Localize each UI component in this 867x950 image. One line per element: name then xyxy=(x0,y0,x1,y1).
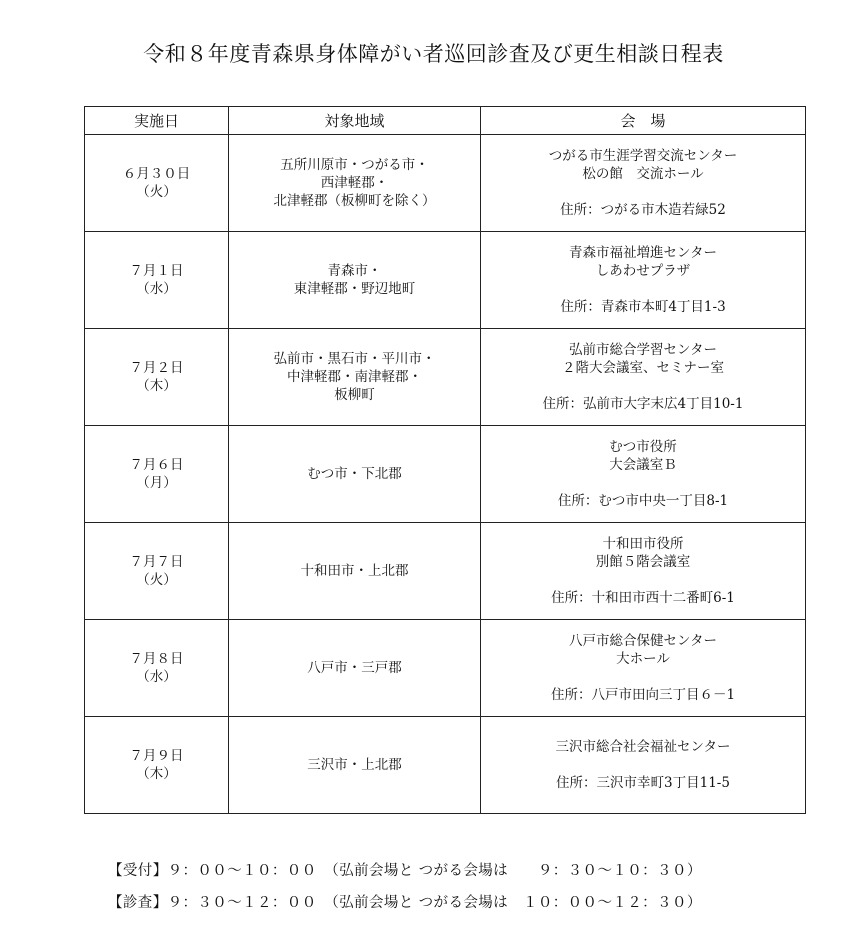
examination-note: 【診査】９：３０～１２：００ （弘前会場と つがる会場は １０：００～１２：３０） xyxy=(108,895,702,911)
venue-address: 住所：つがる市木造若緑52 xyxy=(560,202,726,218)
venue-name-line: 別館５階会議室 xyxy=(595,554,691,570)
venue-name-line: 松の館 交流ホール xyxy=(582,166,704,182)
weekday-text: （火） xyxy=(136,184,177,200)
area-cell xyxy=(229,232,481,329)
venue-name-line: 大会議室Ｂ xyxy=(609,457,677,473)
venue-address: 住所：八戸市田向三丁目６－1 xyxy=(550,687,736,703)
area-line: 中津軽郡・南津軽郡・ xyxy=(287,369,422,385)
venue-name-line: 十和田市役所 xyxy=(602,536,684,552)
area-cell xyxy=(229,620,481,717)
venue-address: 住所：弘前市大字末広4丁目10-1 xyxy=(542,396,744,412)
date-cell xyxy=(85,232,229,329)
venue-name-line: 三沢市総合社会福祉センター xyxy=(555,739,731,755)
date-cell xyxy=(85,329,229,426)
venue-cell xyxy=(481,426,806,523)
area-line: 五所川原市・つがる市・ xyxy=(280,157,429,173)
weekday-text: （水） xyxy=(136,669,177,685)
area-cell xyxy=(229,329,481,426)
venue-address: 住所：十和田市西十二番町6-1 xyxy=(551,590,735,606)
area-line: むつ市・下北郡 xyxy=(307,466,402,482)
table-row xyxy=(85,717,806,814)
time-notes xyxy=(108,855,702,919)
venue-cell xyxy=(481,717,806,814)
area-line: 弘前市・黒石市・平川市・ xyxy=(273,351,436,367)
table-row xyxy=(85,329,806,426)
weekday-text: （水） xyxy=(136,281,177,297)
area-line: 板柳町 xyxy=(334,387,375,403)
date-text: ７月２日 xyxy=(129,360,184,376)
date-cell xyxy=(85,717,229,814)
area-line: 西津軽郡・ xyxy=(320,175,389,191)
venue-name-line: しあわせプラザ xyxy=(595,263,691,279)
date-text: ７月７日 xyxy=(129,554,184,570)
table-row xyxy=(85,523,806,620)
table-row xyxy=(85,135,806,232)
date-text: ６月３０日 xyxy=(122,166,191,182)
area-line: 十和田市・上北郡 xyxy=(300,563,409,579)
venue-cell xyxy=(481,620,806,717)
venue-cell xyxy=(481,523,806,620)
header-date: 実施日 xyxy=(85,107,229,135)
area-line: 北津軽郡（板柳町を除く） xyxy=(273,193,436,209)
table-row xyxy=(85,232,806,329)
area-cell xyxy=(229,135,481,232)
weekday-text: （火） xyxy=(136,572,177,588)
date-text: ７月９日 xyxy=(129,748,184,764)
venue-name-line: 八戸市総合保健センター xyxy=(569,633,717,649)
date-text: ７月１日 xyxy=(129,263,184,279)
venue-cell xyxy=(481,232,806,329)
date-text: ７月６日 xyxy=(129,457,184,473)
area-cell xyxy=(229,426,481,523)
venue-name-line: ２階大会議室、セミナー室 xyxy=(562,360,724,376)
schedule-body xyxy=(85,135,806,814)
venue-address: 住所：むつ市中央一丁目8-1 xyxy=(557,493,729,509)
area-cell xyxy=(229,523,481,620)
area-line: 三沢市・上北郡 xyxy=(307,757,402,773)
weekday-text: （木） xyxy=(136,766,177,782)
page-title: 令和８年度青森県身体障がい者巡回診査及び更生相談日程表 xyxy=(143,42,724,66)
table-row xyxy=(85,426,806,523)
table-header-row xyxy=(85,107,806,135)
venue-name-line: つがる市生涯学習交流センター xyxy=(548,148,738,164)
weekday-text: （月） xyxy=(136,475,177,491)
venue-name-line: 青森市福祉増進センター xyxy=(569,245,717,261)
date-text: ７月８日 xyxy=(129,651,184,667)
venue-address: 住所：三沢市幸町3丁目11-5 xyxy=(556,775,730,791)
weekday-text: （木） xyxy=(136,378,177,394)
table-row xyxy=(85,620,806,717)
schedule-table xyxy=(84,106,806,814)
area-cell xyxy=(229,717,481,814)
header-venue: 会 場 xyxy=(481,107,806,135)
venue-address: 住所：青森市本町4丁目1-3 xyxy=(560,299,726,315)
area-line: 東津軽郡・野辺地町 xyxy=(293,281,416,297)
venue-name-line: むつ市役所 xyxy=(609,439,677,455)
reception-note: 【受付】９：００～１０：００ （弘前会場と つがる会場は ９：３０～１０：３０） xyxy=(108,863,702,879)
header-area: 対象地域 xyxy=(229,107,481,135)
date-cell xyxy=(85,426,229,523)
area-line: 八戸市・三戸郡 xyxy=(307,660,402,676)
venue-name-line: 大ホール xyxy=(616,651,670,667)
venue-cell xyxy=(481,329,806,426)
date-cell xyxy=(85,523,229,620)
venue-cell xyxy=(481,135,806,232)
area-line: 青森市・ xyxy=(327,263,382,279)
venue-name-line: 弘前市総合学習センター xyxy=(569,342,717,358)
date-cell xyxy=(85,620,229,717)
date-cell xyxy=(85,135,229,232)
